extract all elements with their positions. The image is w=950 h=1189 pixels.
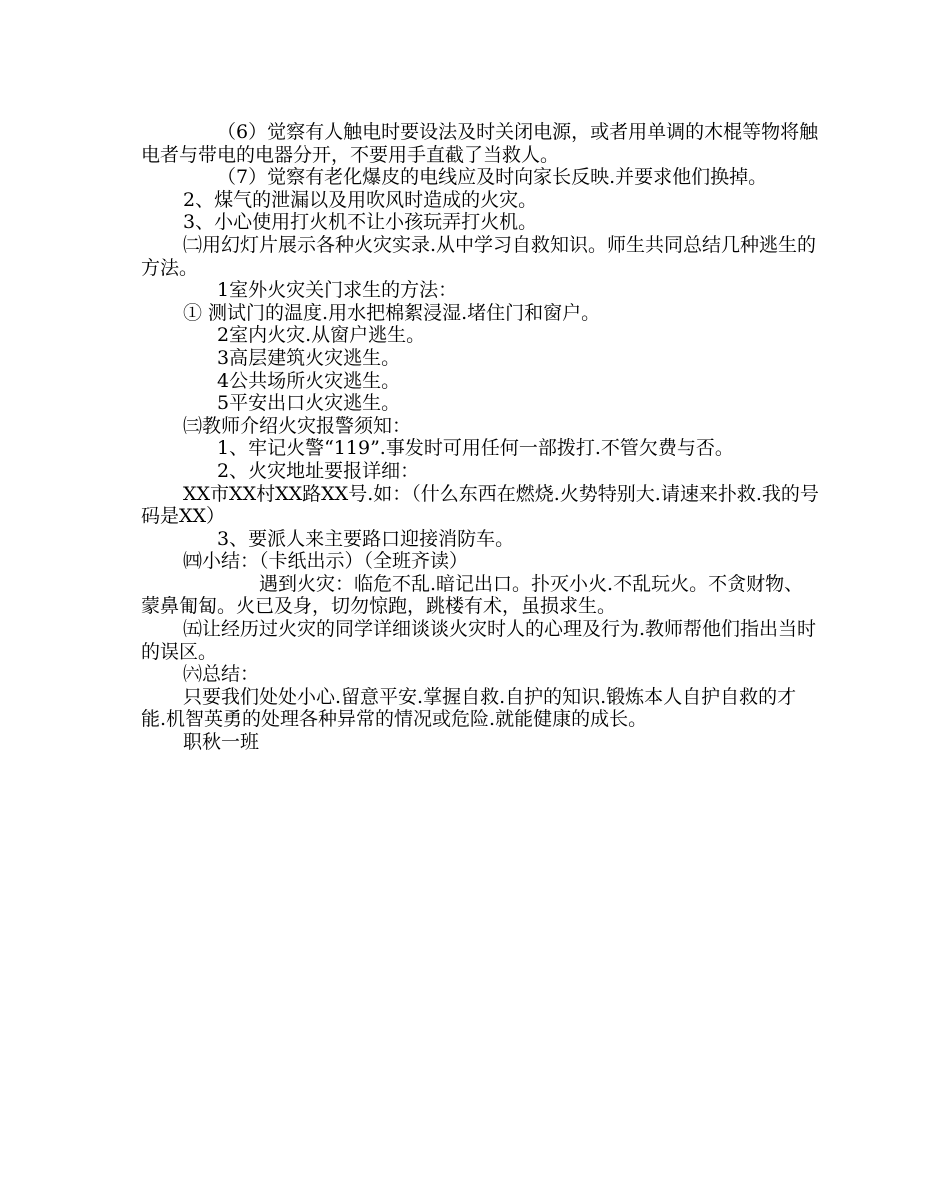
paragraph: ㈥总结： (183, 663, 260, 686)
paragraph: 2室内火灾.从窗户逃生。 (217, 324, 426, 347)
document-body (141, 121, 821, 754)
paragraph: 2、煤气的泄漏以及用吹风时造成的火灾。 (183, 188, 538, 211)
paragraph: 3、小心使用打火机不让小孩玩弄打火机。 (183, 211, 538, 234)
paragraph: ① 测试门的温度.用水把棉絮浸湿.堵住门和窗户。 (183, 301, 601, 324)
paragraph: ㈢教师介绍火灾报警须知： (183, 414, 412, 437)
paragraph: 3、要派人来主要路口迎接消防车。 (217, 527, 515, 550)
paragraph: 4公共场所火灾逃生。 (217, 369, 401, 392)
paragraph: 2、火灾地址要报详细： (217, 459, 420, 482)
paragraph: 只要我们处处小心.留意平安.掌握自救.自护的知识.锻炼本人自护自救的才能.机智英勇的处理各种异常的情况或危险.就能健康的成长。 (141, 685, 797, 731)
paragraph: 遇到火灾：临危不乱.暗记出口。扑灭小火.不乱玩火。不贪财物、蒙鼻匍匐。火已及身，切勿惊跑，跳楼有术，虽损求生。 (141, 572, 804, 618)
paragraph: （7）觉察有老化爆皮的电线应及时向家长反映.并要求他们换掉。 (217, 166, 768, 189)
paragraph: 5平安出口火灾逃生。 (217, 392, 401, 415)
paragraph: 1室外火灾关门求生的方法： (217, 279, 458, 302)
paragraph: XX市XX村XX路XX号.如：（什么东西在燃烧.火势特别大.请速来扑救.我的号码是XX） (141, 482, 819, 528)
paragraph: 3高层建筑火灾逃生。 (217, 346, 401, 369)
paragraph: （6）觉察有人触电时要设法及时关闭电源，或者用单调的木棍等物将触电者与带电的电器分开，不要用手直截了当救人。 (141, 121, 819, 166)
signature-line: 职秋一班 (183, 731, 260, 754)
paragraph: ㈤让经历过火灾的同学详细谈谈火灾时人的心理及行为.教师帮他们指出当时的误区。 (141, 618, 817, 663)
paragraph: ㈣小结：（卡纸出示）（全班齐读） (183, 550, 469, 573)
paragraph: ㈡用幻灯片展示各种火灾实录.从中学习自救知识。师生共同总结几种逃生的方法。 (141, 233, 817, 279)
paragraph: 1、牢记火警“119”.事发时可用任何一部拨打.不管欠费与否。 (217, 437, 734, 460)
